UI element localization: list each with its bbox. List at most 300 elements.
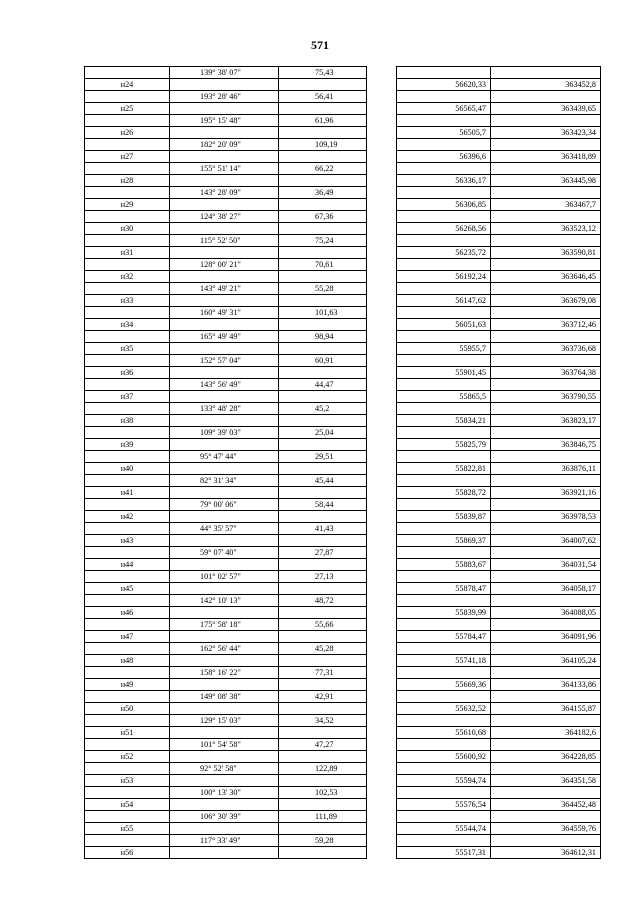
point-cell: н24 (85, 79, 170, 91)
distance-cell (279, 79, 367, 91)
table-row (85, 487, 601, 499)
gap-cell (367, 679, 397, 691)
angle-cell (170, 151, 279, 163)
gap-cell (367, 763, 397, 775)
gap-cell (367, 775, 397, 787)
distance-cell (279, 247, 367, 259)
x-coordinate-cell: 55901,45 (397, 367, 491, 379)
table-row (85, 583, 601, 595)
y-coordinate-cell (491, 595, 601, 607)
x-coordinate-cell: 55610,68 (397, 727, 491, 739)
point-cell (85, 523, 170, 535)
x-coordinate-cell: 55576,54 (397, 799, 491, 811)
angle-cell: 133° 48' 28" (170, 403, 279, 415)
y-coordinate-cell: 364091,96 (491, 631, 601, 643)
distance-cell: 70,61 (279, 259, 367, 271)
x-coordinate-cell: 55825,79 (397, 439, 491, 451)
angle-cell: 124° 38' 27" (170, 211, 279, 223)
table-row (85, 499, 601, 511)
point-cell: н46 (85, 607, 170, 619)
gap-cell (367, 307, 397, 319)
gap-cell (367, 451, 397, 463)
x-coordinate-cell: 55822,81 (397, 463, 491, 475)
table-row (85, 331, 601, 343)
distance-cell (279, 127, 367, 139)
x-coordinate-cell: 56235,72 (397, 247, 491, 259)
distance-cell (279, 295, 367, 307)
table-row (85, 115, 601, 127)
x-coordinate-cell: 55828,72 (397, 487, 491, 499)
angle-cell: 158° 16' 22" (170, 667, 279, 679)
angle-cell: 115° 52' 50" (170, 235, 279, 247)
table-row (85, 775, 601, 787)
x-coordinate-cell: 56192,24 (397, 271, 491, 283)
point-cell (85, 403, 170, 415)
angle-cell: 149° 08' 38" (170, 691, 279, 703)
gap-cell (367, 319, 397, 331)
y-coordinate-cell (491, 643, 601, 655)
x-coordinate-cell (397, 475, 491, 487)
y-coordinate-cell (491, 283, 601, 295)
distance-cell: 55,28 (279, 283, 367, 295)
angle-cell (170, 847, 279, 859)
angle-cell: 175° 58' 18" (170, 619, 279, 631)
x-coordinate-cell: 55632,52 (397, 703, 491, 715)
point-cell (85, 331, 170, 343)
distance-cell: 42,91 (279, 691, 367, 703)
table-row (85, 679, 601, 691)
y-coordinate-cell (491, 307, 601, 319)
y-coordinate-cell (491, 163, 601, 175)
gap-cell (367, 427, 397, 439)
point-cell: н26 (85, 127, 170, 139)
y-coordinate-cell: 363846,75 (491, 439, 601, 451)
distance-cell (279, 631, 367, 643)
point-cell: н37 (85, 391, 170, 403)
table-row (85, 235, 601, 247)
y-coordinate-cell: 363523,12 (491, 223, 601, 235)
distance-cell: 45,2 (279, 403, 367, 415)
angle-cell (170, 367, 279, 379)
point-cell (85, 691, 170, 703)
point-cell: н54 (85, 799, 170, 811)
table-row (85, 307, 601, 319)
distance-cell: 25,04 (279, 427, 367, 439)
point-cell (85, 787, 170, 799)
point-cell (85, 355, 170, 367)
y-coordinate-cell (491, 139, 601, 151)
angle-cell (170, 799, 279, 811)
angle-cell (170, 751, 279, 763)
table-row (85, 367, 601, 379)
point-cell (85, 187, 170, 199)
table-row (85, 739, 601, 751)
x-coordinate-cell: 56620,33 (397, 79, 491, 91)
table-row (85, 799, 601, 811)
angle-cell: 152° 57' 04" (170, 355, 279, 367)
distance-cell (279, 847, 367, 859)
x-coordinate-cell (397, 91, 491, 103)
point-cell: н43 (85, 535, 170, 547)
angle-cell: 79° 00' 06" (170, 499, 279, 511)
x-coordinate-cell (397, 331, 491, 343)
y-coordinate-cell: 363590,81 (491, 247, 601, 259)
point-cell (85, 451, 170, 463)
angle-cell (170, 607, 279, 619)
y-coordinate-cell (491, 667, 601, 679)
distance-cell (279, 535, 367, 547)
distance-cell: 60,91 (279, 355, 367, 367)
table-row (85, 355, 601, 367)
gap-cell (367, 271, 397, 283)
y-coordinate-cell (491, 355, 601, 367)
distance-cell: 27,87 (279, 547, 367, 559)
gap-cell (367, 619, 397, 631)
gap-cell (367, 163, 397, 175)
angle-cell (170, 439, 279, 451)
table-row (85, 163, 601, 175)
distance-cell: 102,53 (279, 787, 367, 799)
x-coordinate-cell (397, 571, 491, 583)
angle-cell (170, 535, 279, 547)
angle-cell (170, 703, 279, 715)
gap-cell (367, 91, 397, 103)
table-row (85, 643, 601, 655)
table-row (85, 343, 601, 355)
angle-cell: 101° 54' 58" (170, 739, 279, 751)
y-coordinate-cell: 363679,08 (491, 295, 601, 307)
angle-cell: 160° 49' 31" (170, 307, 279, 319)
distance-cell (279, 607, 367, 619)
point-cell: н49 (85, 679, 170, 691)
gap-cell (367, 331, 397, 343)
distance-cell (279, 439, 367, 451)
point-cell: н27 (85, 151, 170, 163)
distance-cell: 44,47 (279, 379, 367, 391)
x-coordinate-cell (397, 835, 491, 847)
y-coordinate-cell: 363452,8 (491, 79, 601, 91)
distance-cell (279, 679, 367, 691)
distance-cell (279, 319, 367, 331)
table-row (85, 571, 601, 583)
table-row (85, 247, 601, 259)
table-row (85, 619, 601, 631)
gap-cell (367, 835, 397, 847)
distance-cell (279, 775, 367, 787)
x-coordinate-cell (397, 691, 491, 703)
angle-cell: 44° 35' 57" (170, 523, 279, 535)
y-coordinate-cell: 364133,86 (491, 679, 601, 691)
point-cell: н39 (85, 439, 170, 451)
point-cell: н25 (85, 103, 170, 115)
x-coordinate-cell: 55883,67 (397, 559, 491, 571)
gap-cell (367, 571, 397, 583)
gap-cell (367, 463, 397, 475)
gap-cell (367, 511, 397, 523)
gap-cell (367, 199, 397, 211)
table-row (85, 631, 601, 643)
x-coordinate-cell: 55784,47 (397, 631, 491, 643)
point-cell (85, 835, 170, 847)
y-coordinate-cell (491, 91, 601, 103)
y-coordinate-cell: 363790,55 (491, 391, 601, 403)
table-row (85, 667, 601, 679)
point-cell (85, 379, 170, 391)
point-cell: н48 (85, 655, 170, 667)
y-coordinate-cell (491, 547, 601, 559)
gap-cell (367, 187, 397, 199)
angle-cell (170, 223, 279, 235)
x-coordinate-cell: 56268,56 (397, 223, 491, 235)
point-cell: н55 (85, 823, 170, 835)
table-row (85, 595, 601, 607)
gap-cell (367, 487, 397, 499)
x-coordinate-cell: 55865,5 (397, 391, 491, 403)
table-row (85, 403, 601, 415)
angle-cell: 59° 07' 40" (170, 547, 279, 559)
distance-cell: 75,43 (279, 67, 367, 79)
gap-cell (367, 799, 397, 811)
y-coordinate-cell (491, 571, 601, 583)
distance-cell: 41,43 (279, 523, 367, 535)
table-row (85, 811, 601, 823)
y-coordinate-cell: 363418,89 (491, 151, 601, 163)
angle-cell: 95° 47' 44" (170, 451, 279, 463)
x-coordinate-cell: 55517,31 (397, 847, 491, 859)
x-coordinate-cell (397, 715, 491, 727)
point-cell: н40 (85, 463, 170, 475)
y-coordinate-cell: 364031,54 (491, 559, 601, 571)
x-coordinate-cell (397, 235, 491, 247)
angle-cell: 165° 49' 49" (170, 331, 279, 343)
table-row (85, 211, 601, 223)
distance-cell (279, 151, 367, 163)
x-coordinate-cell: 56147,62 (397, 295, 491, 307)
gap-cell (367, 343, 397, 355)
distance-cell: 47,27 (279, 739, 367, 751)
point-cell (85, 571, 170, 583)
y-coordinate-cell: 363712,46 (491, 319, 601, 331)
gap-cell (367, 643, 397, 655)
x-coordinate-cell (397, 139, 491, 151)
distance-cell: 75,24 (279, 235, 367, 247)
distance-cell: 34,52 (279, 715, 367, 727)
y-coordinate-cell: 363978,53 (491, 511, 601, 523)
point-cell (85, 811, 170, 823)
angle-cell (170, 823, 279, 835)
gap-cell (367, 259, 397, 271)
gap-cell (367, 499, 397, 511)
distance-cell (279, 583, 367, 595)
distance-cell (279, 175, 367, 187)
x-coordinate-cell (397, 211, 491, 223)
angle-cell (170, 199, 279, 211)
x-coordinate-cell (397, 379, 491, 391)
y-coordinate-cell (491, 499, 601, 511)
y-coordinate-cell (491, 739, 601, 751)
angle-cell (170, 127, 279, 139)
y-coordinate-cell: 363764,38 (491, 367, 601, 379)
distance-cell: 101,63 (279, 307, 367, 319)
x-coordinate-cell: 56051,63 (397, 319, 491, 331)
gap-cell (367, 295, 397, 307)
angle-cell: 182° 20' 09" (170, 139, 279, 151)
angle-cell: 155° 51' 14" (170, 163, 279, 175)
y-coordinate-cell (491, 67, 601, 79)
distance-cell (279, 367, 367, 379)
gap-cell (367, 583, 397, 595)
x-coordinate-cell: 56336,17 (397, 175, 491, 187)
y-coordinate-cell (491, 691, 601, 703)
point-cell (85, 475, 170, 487)
angle-cell (170, 247, 279, 259)
point-cell (85, 643, 170, 655)
table-body (85, 67, 601, 859)
angle-cell: 92° 52' 58" (170, 763, 279, 775)
angle-cell (170, 487, 279, 499)
y-coordinate-cell: 363736,68 (491, 343, 601, 355)
distance-cell (279, 703, 367, 715)
y-coordinate-cell (491, 403, 601, 415)
angle-cell (170, 295, 279, 307)
angle-cell (170, 655, 279, 667)
angle-cell (170, 775, 279, 787)
distance-cell: 61,96 (279, 115, 367, 127)
y-coordinate-cell: 363423,34 (491, 127, 601, 139)
x-coordinate-cell (397, 67, 491, 79)
point-cell (85, 163, 170, 175)
x-coordinate-cell (397, 403, 491, 415)
x-coordinate-cell (397, 283, 491, 295)
angle-cell: 143° 56' 49" (170, 379, 279, 391)
gap-cell (367, 235, 397, 247)
point-cell (85, 739, 170, 751)
gap-cell (367, 139, 397, 151)
point-cell (85, 67, 170, 79)
angle-cell: 129° 15' 03" (170, 715, 279, 727)
gap-cell (367, 415, 397, 427)
point-cell: н30 (85, 223, 170, 235)
table-row (85, 763, 601, 775)
distance-cell: 36,49 (279, 187, 367, 199)
point-cell (85, 427, 170, 439)
angle-cell (170, 343, 279, 355)
point-cell: н29 (85, 199, 170, 211)
angle-cell (170, 103, 279, 115)
point-cell: н53 (85, 775, 170, 787)
y-coordinate-cell: 364182,6 (491, 727, 601, 739)
x-coordinate-cell (397, 763, 491, 775)
table-row (85, 151, 601, 163)
y-coordinate-cell (491, 427, 601, 439)
y-coordinate-cell (491, 619, 601, 631)
gap-cell (367, 127, 397, 139)
angle-cell (170, 175, 279, 187)
table-row (85, 727, 601, 739)
gap-cell (367, 103, 397, 115)
x-coordinate-cell: 55834,21 (397, 415, 491, 427)
x-coordinate-cell: 55955,7 (397, 343, 491, 355)
table-row (85, 703, 601, 715)
angle-cell (170, 511, 279, 523)
point-cell (85, 595, 170, 607)
y-coordinate-cell (491, 715, 601, 727)
x-coordinate-cell: 55669,36 (397, 679, 491, 691)
y-coordinate-cell: 363876,11 (491, 463, 601, 475)
angle-cell: 106° 30' 39" (170, 811, 279, 823)
table-row (85, 79, 601, 91)
gap-cell (367, 391, 397, 403)
gap-cell (367, 811, 397, 823)
x-coordinate-cell (397, 451, 491, 463)
gap-cell (367, 655, 397, 667)
table-row (85, 463, 601, 475)
y-coordinate-cell: 364351,58 (491, 775, 601, 787)
distance-cell: 59,28 (279, 835, 367, 847)
point-cell (85, 115, 170, 127)
coordinates-table (84, 66, 601, 859)
point-cell: н33 (85, 295, 170, 307)
distance-cell (279, 751, 367, 763)
distance-cell: 55,66 (279, 619, 367, 631)
gap-cell (367, 823, 397, 835)
y-coordinate-cell (491, 379, 601, 391)
distance-cell: 45,28 (279, 643, 367, 655)
x-coordinate-cell (397, 739, 491, 751)
table-row (85, 187, 601, 199)
angle-cell (170, 319, 279, 331)
point-cell (85, 91, 170, 103)
angle-cell (170, 463, 279, 475)
gap-cell (367, 739, 397, 751)
distance-cell (279, 103, 367, 115)
angle-cell (170, 391, 279, 403)
distance-cell: 29,51 (279, 451, 367, 463)
point-cell: н28 (85, 175, 170, 187)
point-cell (85, 715, 170, 727)
distance-cell: 122,89 (279, 763, 367, 775)
table-row (85, 607, 601, 619)
table-row (85, 91, 601, 103)
gap-cell (367, 751, 397, 763)
gap-cell (367, 787, 397, 799)
gap-cell (367, 367, 397, 379)
distance-cell: 58,44 (279, 499, 367, 511)
point-cell (85, 139, 170, 151)
distance-cell: 56,41 (279, 91, 367, 103)
x-coordinate-cell (397, 547, 491, 559)
distance-cell (279, 727, 367, 739)
point-cell: н52 (85, 751, 170, 763)
table-row (85, 823, 601, 835)
distance-cell: 77,31 (279, 667, 367, 679)
y-coordinate-cell: 363467,7 (491, 199, 601, 211)
table-row (85, 175, 601, 187)
table-row (85, 559, 601, 571)
y-coordinate-cell (491, 811, 601, 823)
x-coordinate-cell (397, 811, 491, 823)
distance-cell: 27,13 (279, 571, 367, 583)
y-coordinate-cell (491, 763, 601, 775)
y-coordinate-cell (491, 523, 601, 535)
x-coordinate-cell (397, 307, 491, 319)
y-coordinate-cell: 363921,16 (491, 487, 601, 499)
angle-cell: 142° 10' 13" (170, 595, 279, 607)
point-cell (85, 259, 170, 271)
angle-cell (170, 631, 279, 643)
table-row (85, 439, 601, 451)
y-coordinate-cell: 364058,17 (491, 583, 601, 595)
